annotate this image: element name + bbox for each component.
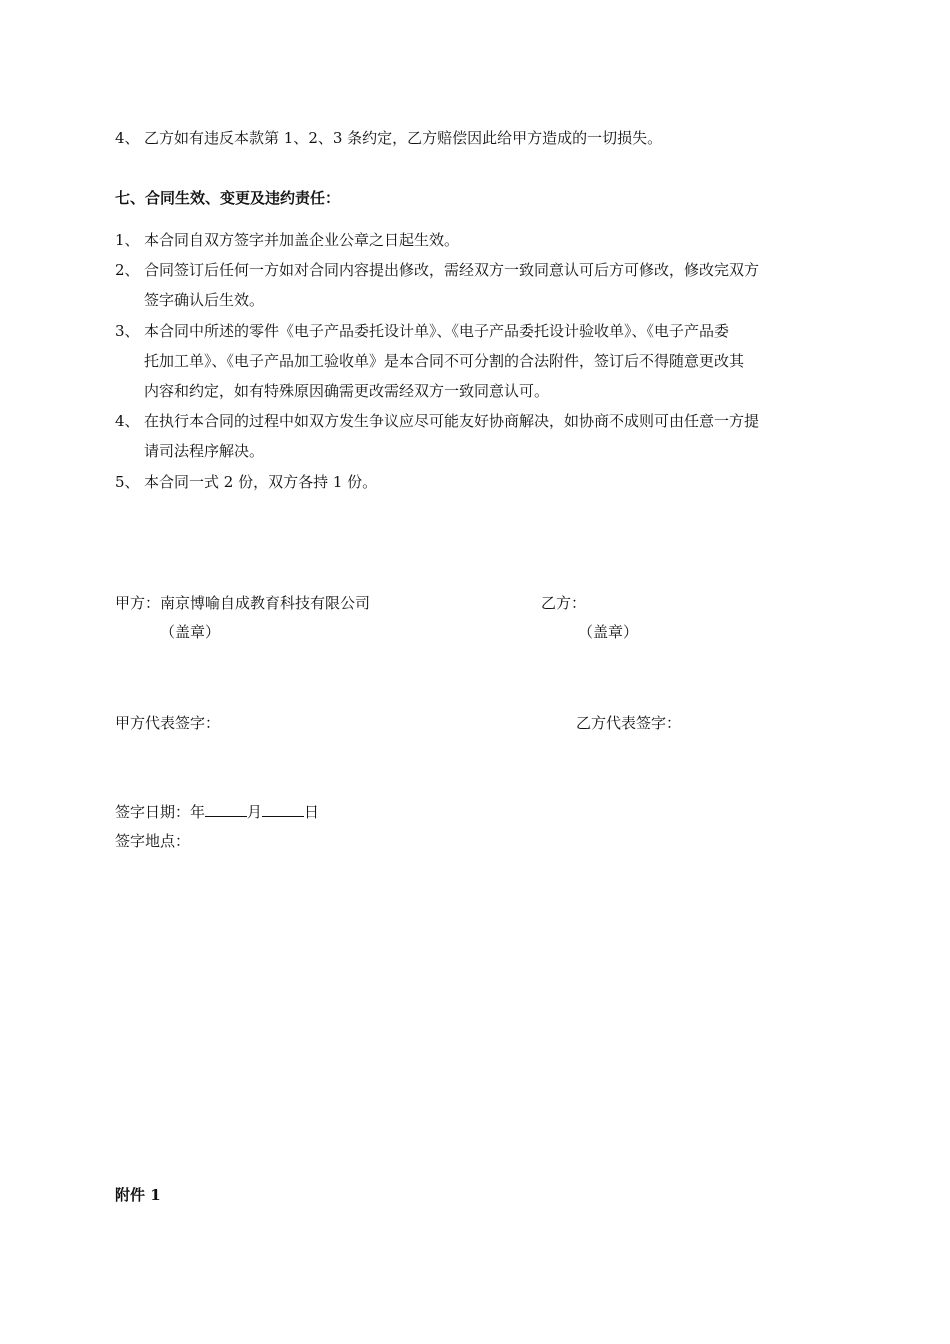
- list-number: 5、: [115, 473, 140, 491]
- party-b-seal: （盖章）: [578, 623, 639, 641]
- day-blank: [262, 802, 304, 817]
- party-a-seal: （盖章）: [160, 623, 221, 641]
- clause7-item3: [115, 321, 729, 341]
- list-number: 4、: [115, 129, 140, 147]
- list-text: 在执行本合同的过程中如双方发生争议应尽可能友好协商解决，如协商不成则可由任意一方提: [144, 412, 760, 430]
- clause7-item1: [115, 230, 459, 250]
- month-label: 月: [247, 803, 263, 821]
- party-a-rep-signature: 甲方代表签字：: [115, 714, 221, 732]
- signing-date: [115, 801, 319, 822]
- list-number: 4、: [115, 412, 140, 430]
- clause7-item4: [115, 411, 759, 431]
- clause7-item4-cont: 请司法程序解决。: [144, 442, 265, 460]
- clause6-item4: [115, 128, 662, 148]
- attachment-title: 附件 1: [115, 1186, 161, 1204]
- list-text: 本合同自双方签字并加盖企业公章之日起生效。: [144, 231, 460, 249]
- section-heading: 七、合同生效、变更及违约责任：: [115, 189, 341, 207]
- signing-place: 签字地点：: [115, 832, 191, 850]
- list-text: 合同签订后任何一方如对合同内容提出修改，需经双方一致同意认可后方可修改，修改完双方: [144, 261, 760, 279]
- clause7-item3-cont2: 内容和约定，如有特殊原因确需更改需经双方一致同意认可。: [144, 382, 550, 400]
- clause7-item2-cont: 签字确认后生效。: [144, 291, 265, 309]
- date-label: 签字日期：年: [115, 803, 206, 821]
- party-b-rep-signature: 乙方代表签字：: [576, 714, 682, 732]
- list-number: 3、: [115, 322, 140, 340]
- month-blank: [205, 802, 247, 817]
- list-text: 本合同一式 2 份，双方各持 1 份。: [144, 473, 378, 491]
- clause7-item2: [115, 260, 759, 280]
- list-text: 本合同中所述的零件《电子产品委托设计单》、《电子产品委托设计验收单》、《电子产品委: [144, 322, 730, 340]
- party-b-name: 乙方：: [541, 594, 587, 612]
- list-text: 乙方如有违反本款第 1、2、3 条约定，乙方赔偿因此给甲方造成的一切损失。: [144, 129, 663, 147]
- clause7-item5: [115, 472, 377, 492]
- party-a-name: 甲方：南京博喻自成教育科技有限公司: [115, 594, 371, 612]
- clause7-item3-cont1: 托加工单》、《电子产品加工验收单》是本合同不可分割的合法附件，签订后不得随意更改其: [144, 352, 745, 370]
- day-label: 日: [304, 803, 320, 821]
- list-number: 2、: [115, 261, 140, 279]
- list-number: 1、: [115, 231, 140, 249]
